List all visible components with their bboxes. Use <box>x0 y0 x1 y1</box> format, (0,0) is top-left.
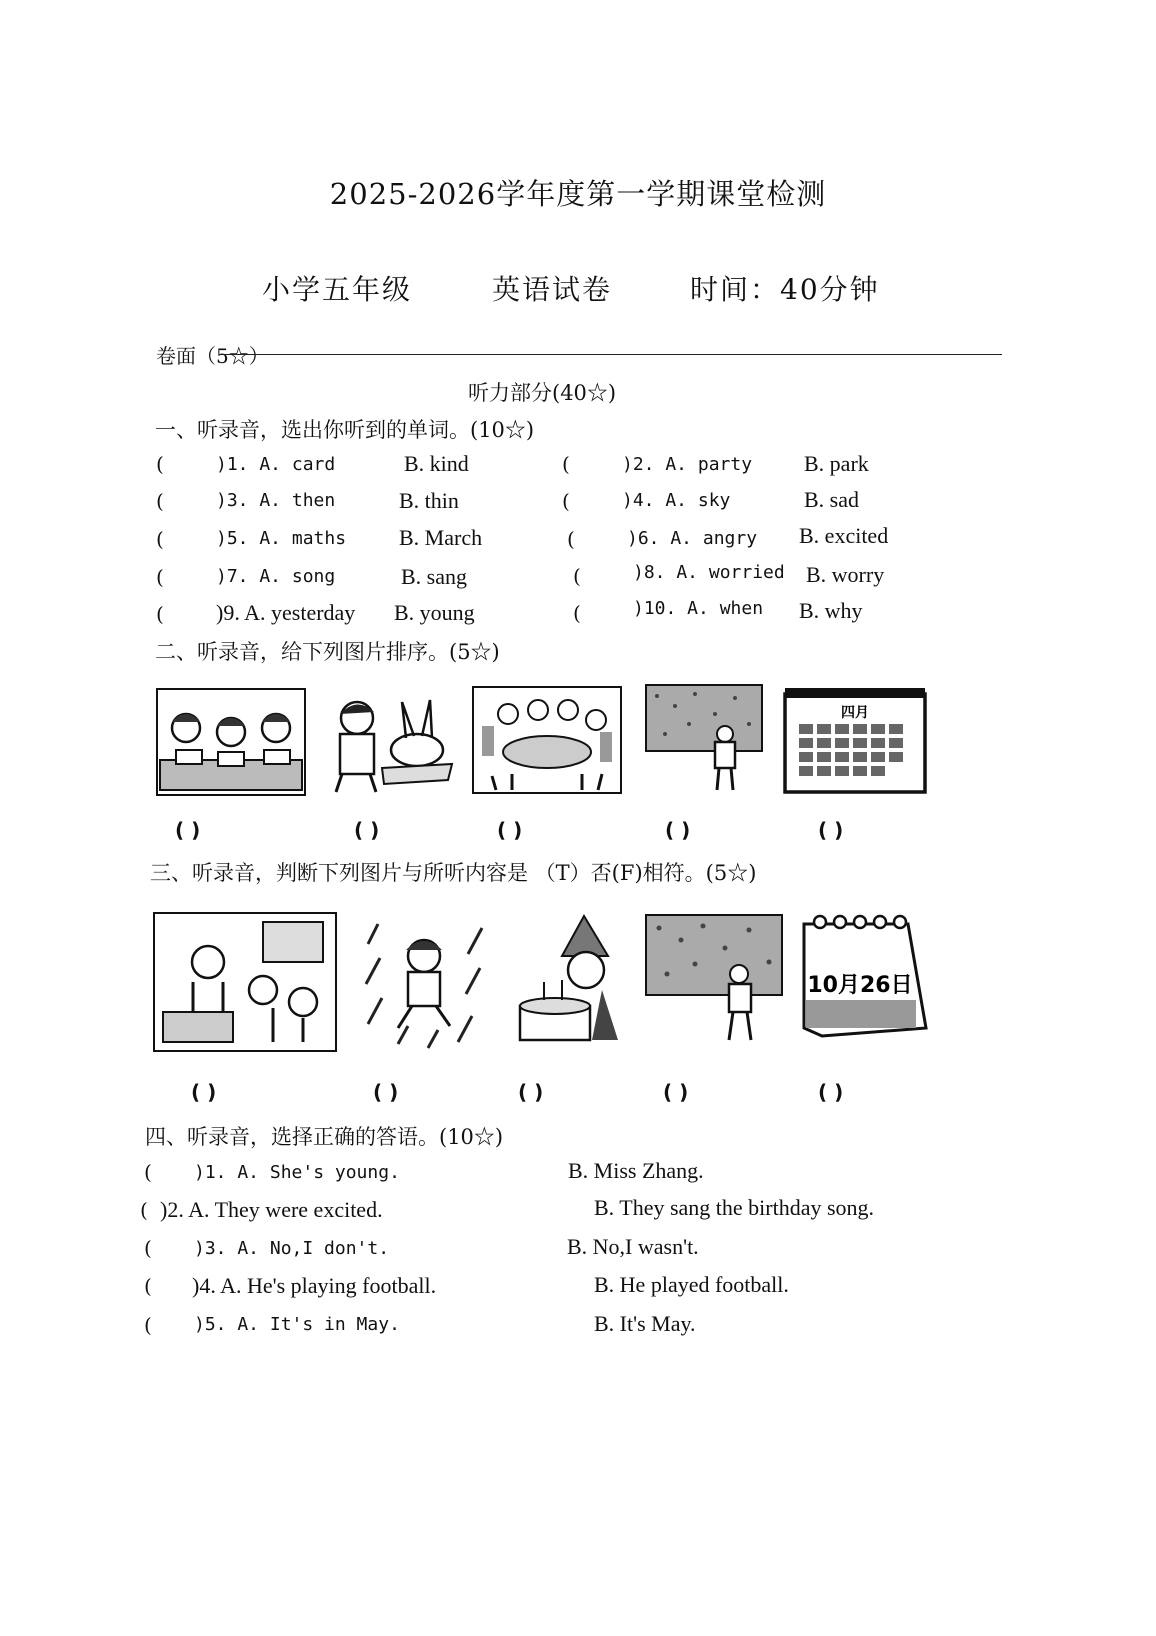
question-5-a: )5. A. maths <box>216 528 347 549</box>
question-1-b: B. kind <box>404 451 469 476</box>
question-8-b: B. worry <box>806 562 885 587</box>
october-calendar-picture <box>800 910 930 1040</box>
question-4-b: B. sad <box>804 487 859 512</box>
boy-and-rabbit-picture <box>322 688 460 796</box>
answer-paren[interactable]: ( <box>144 1274 152 1298</box>
girl-at-board-picture <box>645 684 763 794</box>
question-9-b: B. young <box>394 600 475 625</box>
answer-paren[interactable]: ( <box>144 1160 152 1184</box>
question-7-a: )7. A. song <box>216 566 336 587</box>
reply-4-b: B. He played football. <box>594 1272 789 1297</box>
answer-paren[interactable]: ( <box>140 1198 148 1222</box>
question-8-a: )8. A. worried <box>633 562 785 583</box>
question-5-b: B. March <box>399 525 483 550</box>
answer-paren[interactable]: ( <box>144 1313 152 1337</box>
answer-paren[interactable]: ( ) <box>175 818 201 842</box>
answer-paren[interactable]: ( <box>144 1236 152 1260</box>
juanmian-line <box>220 354 1002 355</box>
answer-paren[interactable]: ( ) <box>665 818 691 842</box>
listening-header: 听力部分(40☆) <box>468 381 617 405</box>
answer-paren[interactable]: ( ) <box>354 818 380 842</box>
answer-paren[interactable]: ( <box>156 565 164 589</box>
section-1-heading: 一、听录音，选出你听到的单词。(10☆) <box>155 418 535 442</box>
reply-3-b: B. No,I wasn't. <box>567 1234 699 1259</box>
reply-2-a: )2. A. They were excited. <box>160 1197 383 1222</box>
exam-title: 2025-2026学年度第一学期课堂检测 <box>329 177 827 211</box>
reply-2-b: B. They sang the birthday song. <box>594 1195 875 1220</box>
calendar-date-text: 10月26日 <box>807 973 913 998</box>
answer-paren[interactable]: ( ) <box>518 1080 544 1104</box>
answer-paren[interactable]: ( ) <box>818 818 844 842</box>
boy-in-rain-picture <box>358 914 494 1052</box>
answer-paren[interactable]: ( <box>573 564 581 588</box>
question-9-a: )9. A. yesterday <box>216 600 356 625</box>
question-10-b: B. why <box>799 598 863 623</box>
juanmian-label: 卷面（5☆） <box>156 344 269 368</box>
reply-3-a: )3. A. No,I don't. <box>194 1238 390 1259</box>
girl-at-board-picture-2 <box>645 914 783 1044</box>
question-2-b: B. park <box>804 451 869 476</box>
students-reading-picture <box>156 688 306 796</box>
classroom-scene-picture <box>153 912 337 1052</box>
answer-paren[interactable]: ( <box>562 489 570 513</box>
section-4-heading: 四、听录音，选择正确的答语。(10☆) <box>145 1125 504 1149</box>
answer-paren[interactable]: ( <box>156 489 164 513</box>
question-3-b: B. thin <box>399 488 459 513</box>
section-2-heading: 二、听录音，给下列图片排序。(5☆) <box>155 640 500 664</box>
calendar-month-text: 四月 <box>841 705 869 721</box>
reply-4-a: )4. A. He's playing football. <box>192 1273 437 1298</box>
answer-paren[interactable]: ( <box>573 601 581 625</box>
answer-paren[interactable]: ( <box>567 527 575 551</box>
family-party-picture <box>472 686 622 794</box>
answer-paren[interactable]: ( <box>156 602 164 626</box>
birthday-cake-picture <box>514 910 624 1050</box>
reply-5-b: B. It's May. <box>594 1311 696 1336</box>
reply-1-b: B. Miss Zhang. <box>568 1158 704 1183</box>
answer-paren[interactable]: ( ) <box>497 818 523 842</box>
answer-paren[interactable]: ( <box>156 452 164 476</box>
grade-label: 小学五年级 <box>262 273 413 306</box>
answer-paren[interactable]: ( <box>562 452 570 476</box>
reply-1-a: )1. A. She's young. <box>194 1162 400 1183</box>
answer-paren[interactable]: ( ) <box>818 1080 844 1104</box>
subject-label: 英语试卷 <box>492 273 613 306</box>
answer-paren[interactable]: ( ) <box>663 1080 689 1104</box>
time-label: 时间：40分钟 <box>690 273 880 306</box>
answer-paren[interactable]: ( <box>156 527 164 551</box>
section-3-heading: 三、听录音，判断下列图片与所听内容是 （T）否(F)相符。(5☆) <box>150 861 757 885</box>
question-6-b: B. excited <box>799 523 889 548</box>
question-1-a: )1. A. card <box>216 454 336 475</box>
reply-5-a: )5. A. It's in May. <box>194 1314 400 1335</box>
answer-paren[interactable]: ( ) <box>373 1080 399 1104</box>
question-2-a: )2. A. party <box>622 454 753 475</box>
answer-paren[interactable]: ( ) <box>191 1080 217 1104</box>
question-10-a: )10. A. when <box>633 598 764 619</box>
question-4-a: )4. A. sky <box>622 490 731 511</box>
april-calendar-picture <box>783 686 927 794</box>
question-3-a: )3. A. then <box>216 490 336 511</box>
question-7-b: B. sang <box>401 564 467 589</box>
question-6-a: )6. A. angry <box>627 528 758 549</box>
